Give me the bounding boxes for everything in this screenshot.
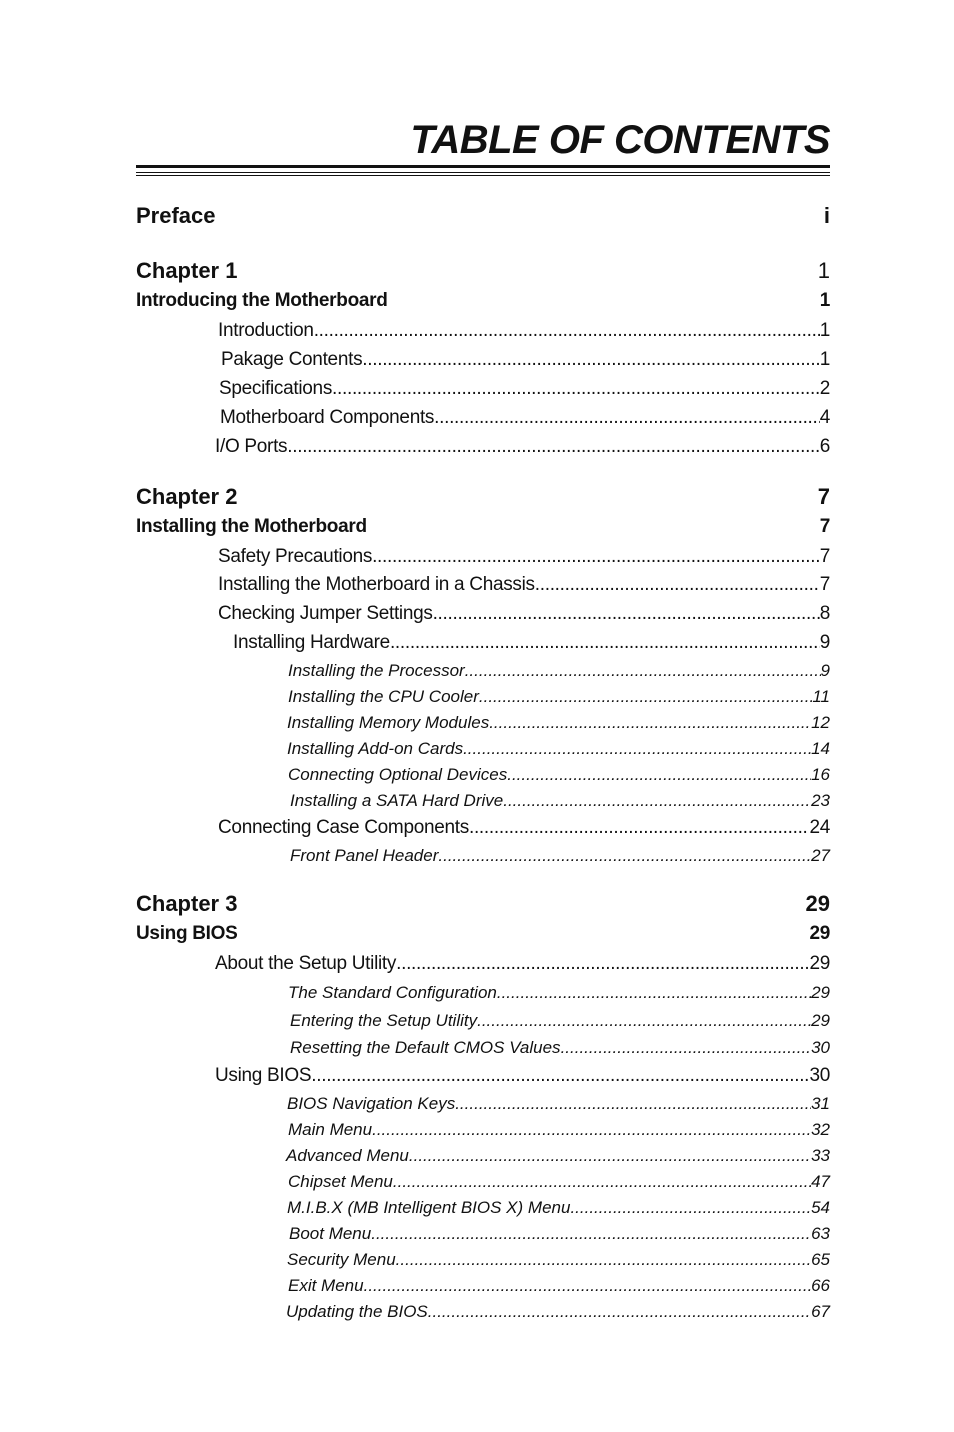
toc-entry-label: M.I.B.X (MB Intelligent BIOS X) Menu [287, 1198, 571, 1217]
toc-leader [438, 846, 811, 866]
toc-chapter-subtitle[interactable] [136, 923, 830, 945]
chapter-subtitle-page: 1 [819, 290, 830, 311]
toc-entry[interactable] [218, 320, 830, 342]
toc-leader [372, 546, 820, 568]
toc-subentry[interactable] [290, 846, 830, 866]
toc-entry-label: Chipset Menu [288, 1172, 393, 1191]
toc-entry-page: 31 [811, 1094, 830, 1113]
toc-entry-label: Pakage Contents [221, 349, 363, 370]
toc-subentry[interactable] [286, 1302, 830, 1322]
toc-entry[interactable] [218, 546, 830, 568]
toc-entry-page: 12 [811, 713, 830, 732]
chapter-page: 1 [817, 258, 830, 283]
toc-preface-label: Preface [136, 203, 216, 228]
toc-leader [390, 632, 820, 654]
toc-chapter-heading[interactable] [136, 258, 830, 284]
toc-leader [364, 1276, 811, 1296]
toc-leader [396, 1250, 811, 1270]
toc-entry-label: Installing Hardware [233, 632, 390, 653]
toc-entry-page: 63 [811, 1224, 830, 1243]
toc-leader [434, 407, 820, 429]
chapter-subtitle: Installing the Motherboard [136, 516, 367, 537]
toc-entry-page: 33 [811, 1146, 830, 1165]
toc-leader [396, 953, 809, 975]
toc-leader [409, 1146, 811, 1166]
toc-leader [332, 378, 820, 400]
toc-entry-label: Safety Precautions [218, 546, 373, 567]
toc-leader [477, 1011, 811, 1031]
toc-subentry[interactable] [287, 739, 830, 759]
toc-subentry[interactable] [286, 1146, 830, 1166]
toc-entry[interactable] [220, 407, 830, 429]
toc-leader [503, 791, 811, 811]
toc-entry-page: 23 [811, 791, 830, 810]
chapter-title: Chapter 1 [136, 258, 238, 283]
toc-entry-page: 7 [819, 574, 830, 595]
toc-entry-label: Checking Jumper Settings [218, 603, 433, 624]
toc-entry-label: Installing a SATA Hard Drive [290, 791, 504, 810]
toc-preface[interactable] [136, 203, 830, 229]
toc-entry-label: Connecting Optional Devices [288, 765, 508, 784]
toc-entry-page: 16 [811, 765, 830, 784]
toc-entry-label: I/O Ports [215, 436, 288, 457]
toc-entry-label: Installing the CPU Cooler [288, 687, 479, 706]
toc-leader [469, 817, 809, 839]
toc-subentry[interactable] [288, 983, 830, 1003]
toc-entry-page: 2 [819, 378, 830, 399]
toc-entry[interactable] [218, 817, 830, 839]
toc-leader [465, 661, 821, 681]
toc-chapter-subtitle[interactable] [136, 290, 830, 312]
toc-entry-page: 29 [811, 983, 830, 1002]
toc-entry-page: 29 [811, 1011, 830, 1030]
toc-entry-label: Connecting Case Components [218, 817, 469, 838]
toc-leader [570, 1198, 811, 1218]
toc-entry[interactable] [215, 953, 830, 975]
toc-leader [561, 1038, 812, 1058]
toc-entry-page: 14 [811, 739, 830, 758]
toc-leader [433, 603, 820, 625]
toc-subentry[interactable] [288, 765, 830, 785]
toc-leader [489, 713, 811, 733]
chapter-title: Chapter 2 [136, 484, 238, 509]
toc-entry-label: Updating the BIOS [286, 1302, 428, 1321]
toc-entry-label: Resetting the Default CMOS Values [290, 1038, 561, 1057]
toc-entry-label: BIOS Navigation Keys [287, 1094, 456, 1113]
toc-leader [428, 1302, 811, 1322]
toc-entry-label: Boot Menu [289, 1224, 372, 1243]
toc-entry-label: Installing the Motherboard in a Chassis [218, 574, 535, 595]
toc-entry-page: 66 [811, 1276, 830, 1295]
toc-preface-page: i [823, 203, 830, 228]
toc-entry-page: 29 [809, 953, 830, 974]
toc-entry-page: 65 [811, 1250, 830, 1269]
toc-leader [479, 687, 812, 707]
toc-subentry[interactable] [287, 713, 830, 733]
toc-entry[interactable] [215, 1065, 830, 1087]
toc-entry-label: Entering the Setup Utility [290, 1011, 478, 1030]
chapter-subtitle: Introducing the Motherboard [136, 290, 388, 311]
toc-leader [371, 1224, 811, 1244]
toc-leader [497, 983, 811, 1003]
toc-entry[interactable] [233, 632, 830, 654]
chapter-page: 7 [817, 484, 830, 509]
toc-entry-page: 11 [812, 687, 830, 706]
toc-entry[interactable] [218, 603, 830, 625]
toc-leader [507, 765, 811, 785]
toc-subentry[interactable] [288, 1172, 830, 1192]
toc-entry-page: 1 [819, 320, 830, 341]
toc-entry-page: 4 [819, 407, 830, 428]
toc-entry-label: Specifications [219, 378, 333, 399]
title-rule-thin [136, 172, 830, 173]
toc-subentry[interactable] [287, 1250, 830, 1270]
toc-leader [463, 739, 811, 759]
toc-entry-label: The Standard Configuration [288, 983, 497, 1002]
toc-subentry[interactable] [287, 1094, 830, 1114]
toc-leader [535, 574, 820, 596]
toc-entry-label: Installing Add-on Cards [287, 739, 464, 758]
toc-leader [455, 1094, 811, 1114]
toc-entry-page: 47 [811, 1172, 830, 1191]
toc-entry-page: 1 [819, 349, 830, 370]
chapter-subtitle-page: 7 [819, 516, 830, 537]
toc-entry-label: Motherboard Components [220, 407, 435, 428]
chapter-subtitle-page: 29 [809, 923, 830, 944]
toc-chapter-heading[interactable] [136, 484, 830, 510]
toc-leader [372, 1120, 811, 1140]
toc-subentry[interactable] [288, 687, 830, 707]
toc-leader [311, 1065, 809, 1087]
toc-entry-page: 8 [819, 603, 830, 624]
toc-subentry[interactable] [288, 1276, 830, 1296]
toc-entry-page: 9 [820, 661, 830, 680]
toc-entry-page: 27 [811, 846, 830, 865]
toc-chapter-heading[interactable] [136, 891, 830, 917]
toc-entry-page: 6 [819, 436, 830, 457]
toc-entry-label: Installing the Processor [288, 661, 465, 680]
toc-entry-page: 30 [809, 1065, 830, 1086]
toc-subentry[interactable] [288, 661, 830, 681]
toc-entry-page: 24 [809, 817, 830, 838]
chapter-subtitle: Using BIOS [136, 923, 238, 944]
toc-entry-label: Installing Memory Modules [287, 713, 490, 732]
toc-entry[interactable] [218, 574, 830, 596]
toc-entry-label: Exit Menu [288, 1276, 364, 1295]
title-rule-thick [136, 165, 830, 168]
toc-entry[interactable] [221, 349, 830, 371]
toc-entry-page: 67 [811, 1302, 830, 1321]
toc-entry[interactable] [219, 378, 830, 400]
toc-entry[interactable] [215, 436, 830, 458]
toc-leader [287, 436, 819, 458]
toc-entry-label: Using BIOS [215, 1065, 312, 1086]
toc-entry-label: Front Panel Header [290, 846, 439, 865]
chapter-title: Chapter 3 [136, 891, 238, 916]
toc-entry-label: Advanced Menu [286, 1146, 409, 1165]
toc-subentry[interactable] [290, 791, 830, 811]
toc-leader [362, 349, 819, 371]
toc-entry-label: About the Setup Utility [215, 953, 397, 974]
toc-subentry[interactable] [289, 1224, 830, 1244]
toc-entry-label: Security Menu [287, 1250, 396, 1269]
toc-subentry[interactable] [287, 1198, 830, 1218]
toc-leader [314, 320, 820, 342]
toc-leader [393, 1172, 811, 1192]
toc-entry-page: 32 [811, 1120, 830, 1139]
toc-entry-page: 54 [811, 1198, 830, 1217]
toc-subentry[interactable] [290, 1038, 830, 1058]
page-title: TABLE OF CONTENTS [410, 118, 830, 162]
title-rule-thin-2 [136, 175, 830, 176]
toc-entry-page: 9 [819, 632, 830, 653]
toc-chapter-subtitle[interactable] [136, 516, 830, 538]
toc-entry-label: Introduction [218, 320, 314, 341]
toc-entry-page: 30 [811, 1038, 830, 1057]
toc-entry-label: Main Menu [288, 1120, 373, 1139]
toc-subentry[interactable] [290, 1011, 830, 1031]
toc-subentry[interactable] [288, 1120, 830, 1140]
chapter-page: 29 [805, 891, 830, 916]
toc-entry-page: 7 [819, 546, 830, 567]
